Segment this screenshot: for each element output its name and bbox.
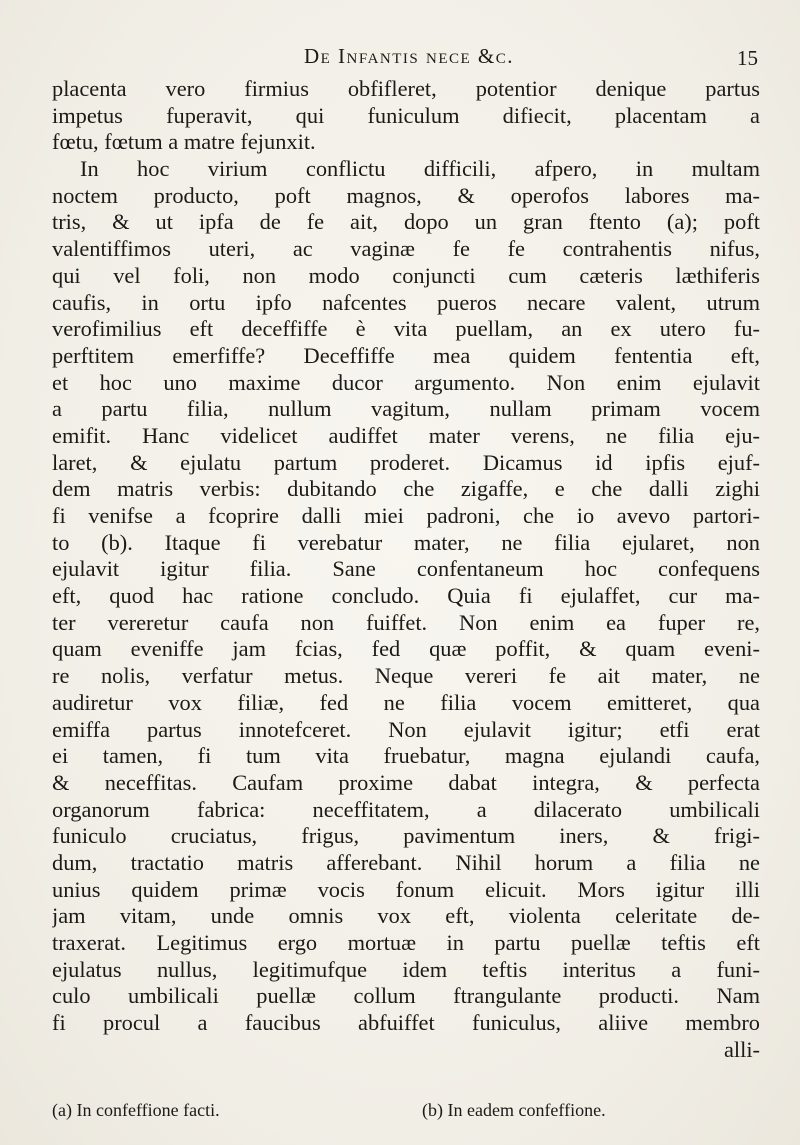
- text-line: culo umbilicali puellæ collum ftrangulante producti. Nam: [52, 983, 760, 1009]
- text-line: traxerat. Legitimus ergo mortuæ in partu puellæ teftis eft: [52, 930, 760, 955]
- text-line: laret, & ejulatu partum proderet. Dicamus id ipfis ejuf-: [52, 449, 760, 475]
- text-line: fi venifse a fcoprire dalli miei padroni, che io avevo partori-: [52, 503, 760, 528]
- text-line: organorum fabrica: neceffitatem, a dilacerato umbilicali: [52, 796, 760, 822]
- text-line: re nolis, verfatur metus. Neque vereri fe ait mater, ne: [52, 663, 760, 689]
- text-line: impetus fuperavit, qui funiculum difiecit, placentam a: [52, 102, 760, 128]
- text-line: quam eveniffe jam fcias, fed quæ poffit, & quam eveni-: [52, 636, 760, 662]
- text-line: ejulatus nullus, legitimufque idem teftis interitus a funi-: [52, 956, 760, 982]
- text-line: & neceffitas. Caufam proxime dabat integra, & perfecta: [52, 769, 760, 795]
- text-line: qui vel foli, non modo conjuncti cum cæteris læthiferis: [52, 262, 760, 288]
- text-line: placenta vero firmius obfifleret, potentior denique partus: [52, 76, 760, 101]
- text-line: emiffa partus innotefceret. Non ejulavit igitur; etfi erat: [52, 716, 760, 742]
- text-line: perftitem emerfiffe? Deceffiffe mea quidem fententia eft,: [52, 342, 760, 368]
- text-line: ejulavit igitur filia. Sane confentaneum hoc confequens: [52, 556, 760, 582]
- text-line: tris, & ut ipfa de fe ait, dopo un gran ftento (a); poft: [52, 209, 760, 235]
- text-line: funiculo cruciatus, frigus, pavimentum iners, & frigi-: [52, 823, 760, 849]
- catchword: alli-: [723, 1036, 760, 1062]
- footnotes: [52, 1100, 760, 1124]
- text-line: In hoc virium conflictu difficili, afpero, in multam: [80, 156, 760, 182]
- text-line: valentiffimos uteri, ac vaginæ fe fe contrahentis nifus,: [52, 236, 760, 262]
- text-line: fœtu, fœtum a matre fejunxit.: [52, 129, 316, 155]
- page-header: [60, 44, 758, 74]
- footnote-a: (a) In confeffione facti.: [52, 1100, 220, 1120]
- text-line: et hoc uno maxime ducor argumento. Non enim ejulavit: [52, 369, 760, 395]
- page-number: 15: [737, 46, 758, 70]
- text-line: audiretur vox filiæ, fed ne filia vocem emitteret, qua: [52, 689, 760, 715]
- text-line: fi procul a faucibus abfuiffet funiculus, aliive membro: [52, 1010, 760, 1036]
- text-line: a partu filia, nullum vagitum, nullam primam vocem: [52, 396, 760, 422]
- text-line: emifit. Hanc videlicet audiffet mater verens, ne filia eju-: [52, 422, 760, 448]
- body-text: [52, 76, 760, 1063]
- text-line: to (b). Itaque fi verebatur mater, ne filia ejularet, non: [52, 529, 760, 555]
- text-line: ei tamen, fi tum vita fruebatur, magna ejulandi caufa,: [52, 743, 760, 769]
- running-title: De Infantis nece &c.: [303, 44, 515, 68]
- text-line: caufis, in ortu ipfo nafcentes pueros necare valent, utrum: [52, 289, 760, 315]
- text-line: jam vitam, unde omnis vox eft, violenta celeritate de-: [52, 903, 760, 929]
- text-line: ter vereretur caufa non fuiffet. Non enim ea fuper re,: [52, 609, 760, 635]
- footnote-b: (b) In eadem confeffione.: [422, 1100, 606, 1120]
- text-line: unius quidem primæ vocis fonum elicuit. Mors igitur illi: [52, 876, 760, 902]
- text-line: dum, tractatio matris afferebant. Nihil horum a filia ne: [52, 849, 760, 875]
- text-line: dem matris verbis: dubitando che zigaffe, e che dalli zighi: [52, 476, 760, 502]
- text-line: noctem producto, poft magnos, & operofos labores ma-: [52, 182, 760, 208]
- text-line: verofimilius eft deceffiffe è vita puellam, an ex utero fu-: [52, 316, 760, 342]
- text-line: eft, quod hac ratione concludo. Quia fi ejulaffet, cur ma-: [52, 583, 760, 609]
